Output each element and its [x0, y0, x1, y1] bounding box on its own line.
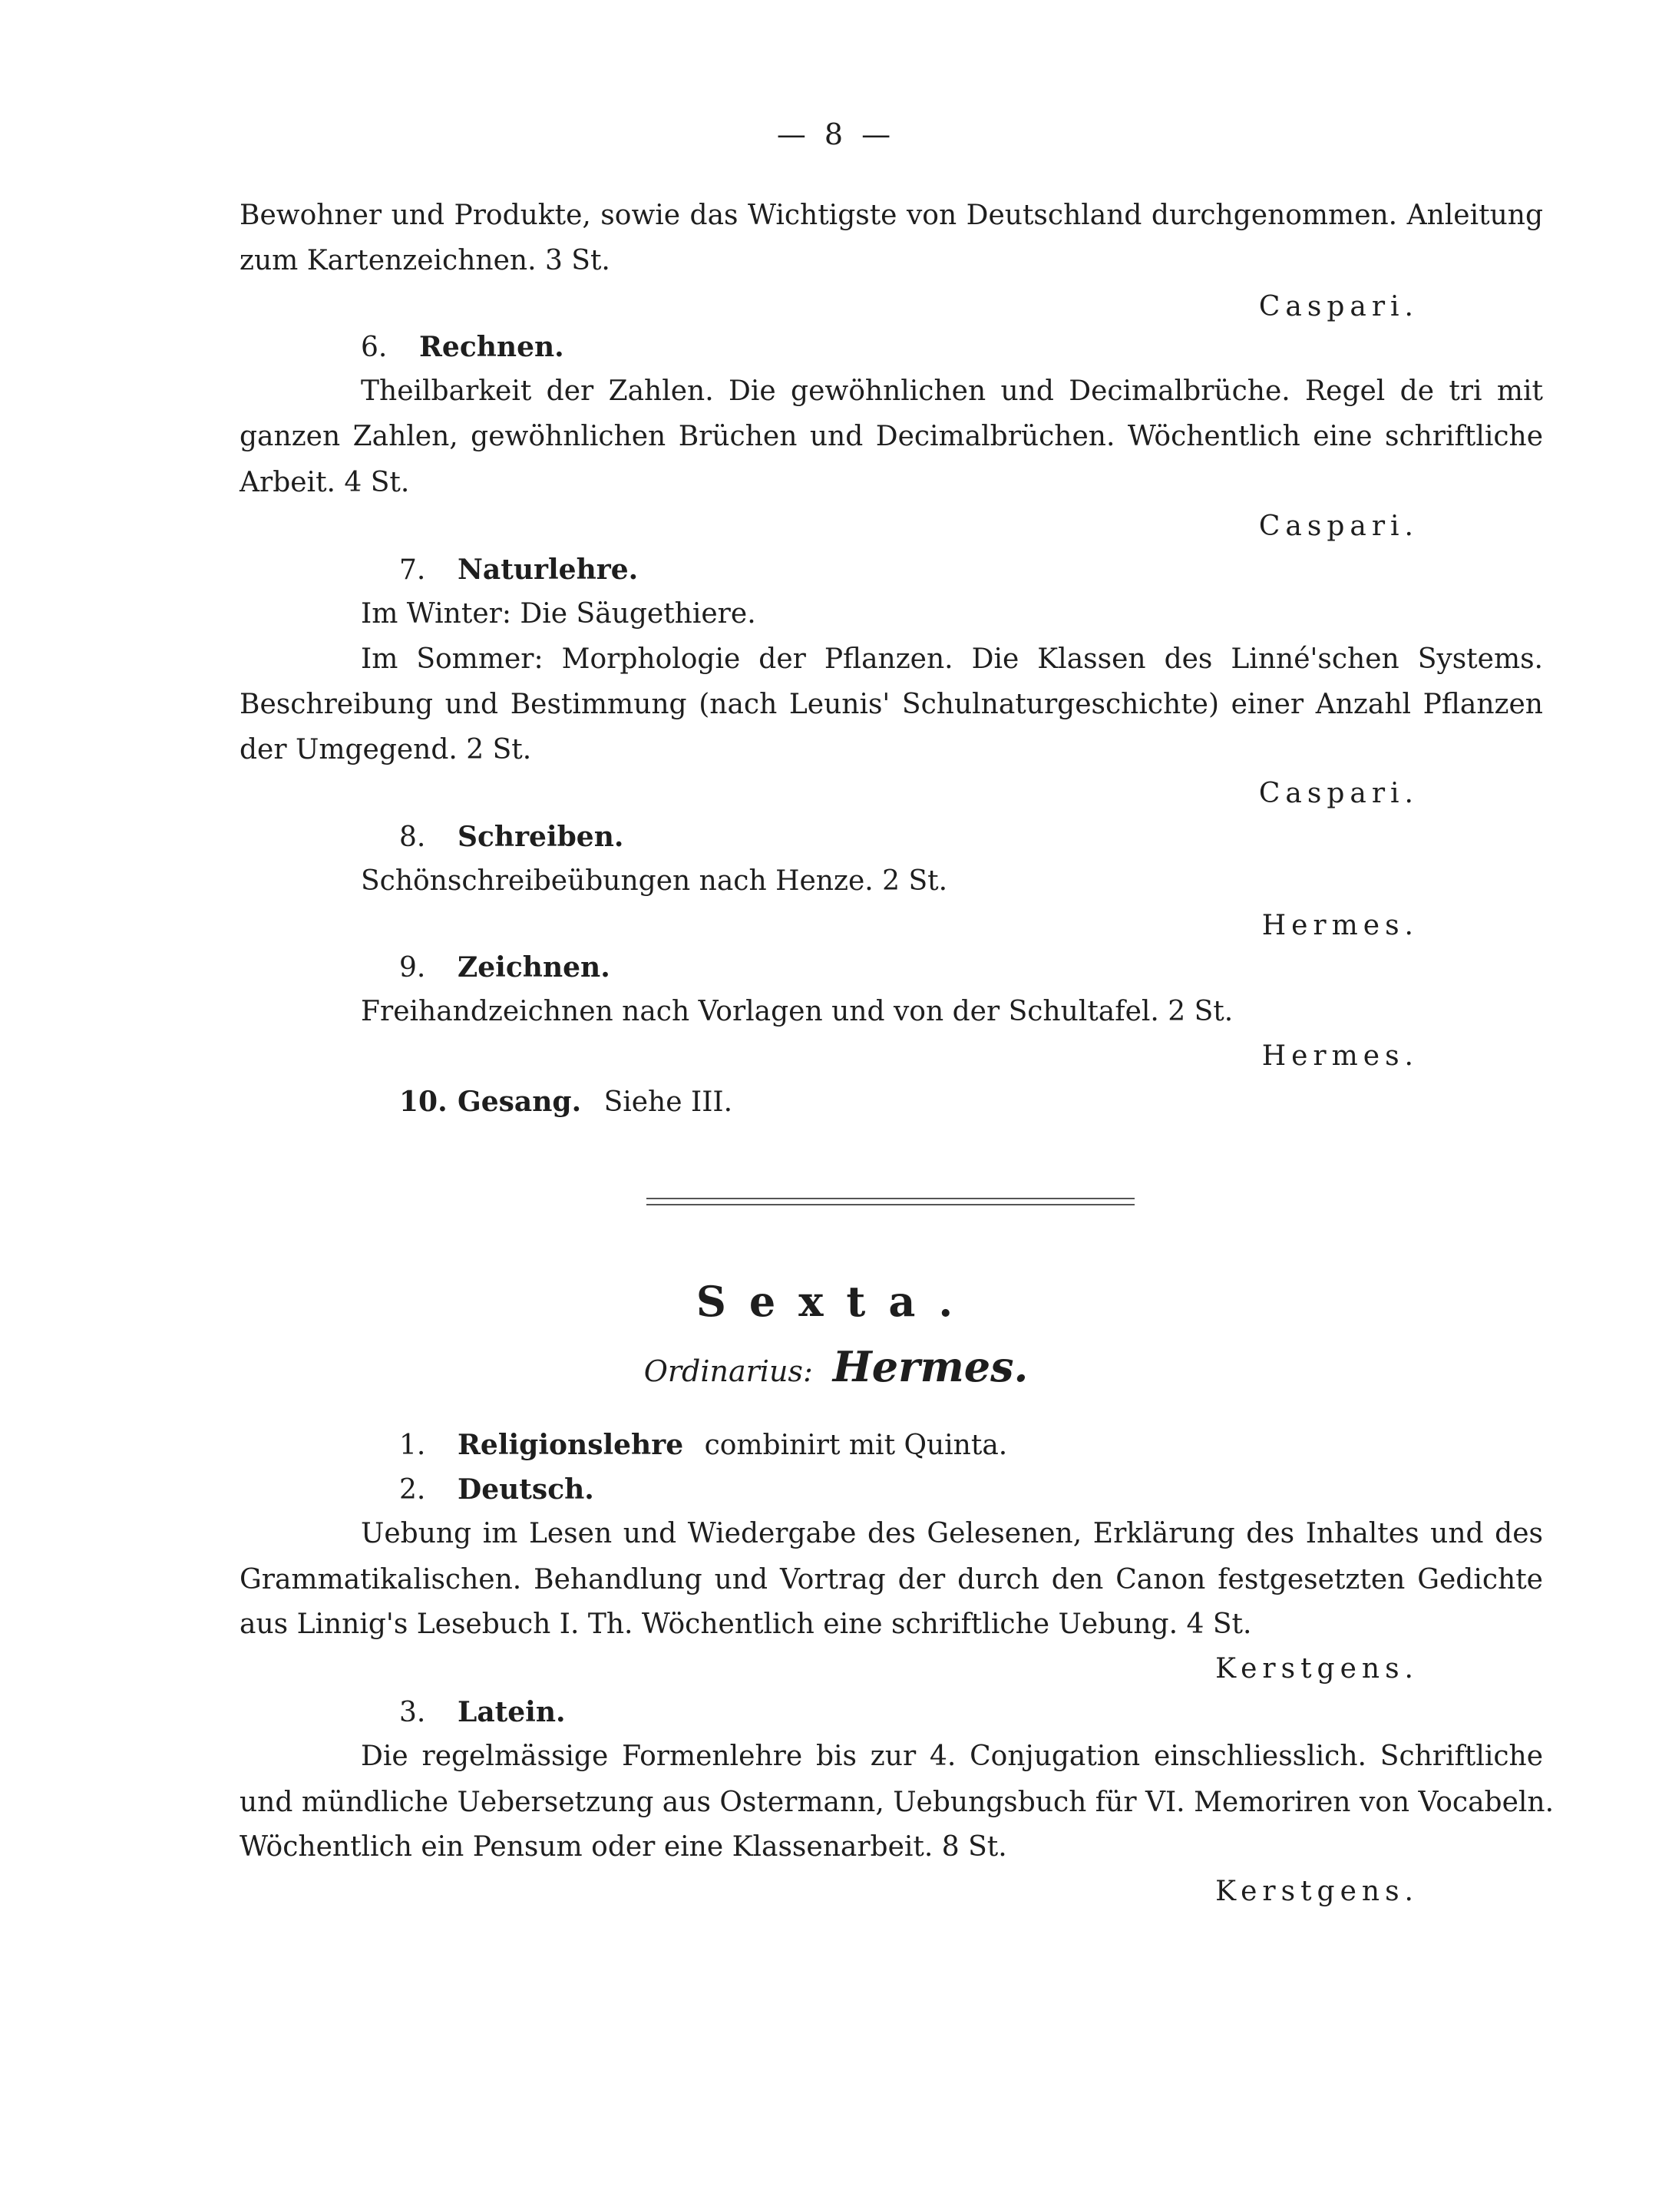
ordinarius-line	[0, 1342, 1672, 1393]
signature: Hermes.	[1261, 910, 1419, 941]
body-line: Freihandzeichnen nach Vorlagen und von der Schultafel. 2 St.	[361, 996, 1234, 1027]
section-number: 2.	[399, 1474, 426, 1506]
signature: Kerstgens.	[1215, 1876, 1419, 1907]
section-rest: Siehe III.	[603, 1086, 733, 1118]
body-line: ganzen Zahlen, gewöhnlichen Brüchen und Decimalbrüchen. Wöchentlich eine schriftliche	[240, 421, 1543, 452]
section-number: 7.	[399, 554, 426, 586]
body-line: Grammatikalischen. Behandlung und Vortrag der durch den Canon festgesetzten Gedichte	[240, 1564, 1543, 1595]
section-rest: combinirt mit Quinta.	[704, 1430, 1008, 1461]
signature: Hermes.	[1261, 1040, 1419, 1072]
page-number: — 8 —	[776, 117, 896, 151]
body-line: Schönschreibeübungen nach Henze. 2 St.	[361, 865, 948, 897]
body-line: Beschreibung und Bestimmung (nach Leunis' Schulnaturgeschichte) einer Anzahl Pflanzen	[240, 689, 1543, 720]
section-heading-zeichnen	[399, 951, 610, 985]
ordinarius-label: Ordinarius:	[643, 1354, 813, 1388]
section-number: 1.	[399, 1430, 426, 1461]
signature: Caspari.	[1258, 511, 1419, 542]
section-heading-deutsch	[399, 1473, 594, 1507]
section-title: Schreiben.	[458, 821, 624, 853]
body-line: Uebung im Lesen und Wiedergabe des Gelesenen, Erklärung des Inhaltes und des	[361, 1518, 1543, 1549]
section-number: 8.	[399, 822, 426, 853]
body-line: Bewohner und Produkte, sowie das Wichtigste von Deutschland durchgenommen. Anleitung	[240, 200, 1543, 231]
section-title: Latein.	[458, 1696, 566, 1728]
body-line: Im Winter: Die Säugethiere.	[361, 598, 756, 630]
section-heading-naturlehre	[399, 553, 638, 587]
section-title: Naturlehre.	[458, 554, 639, 586]
sexta-title: Sexta.	[696, 1277, 976, 1326]
section-title: Religionslehre	[458, 1429, 684, 1461]
section-heading-gesang	[399, 1085, 732, 1119]
section-number: 10.	[399, 1086, 448, 1118]
body-line: zum Kartenzeichnen. 3 St.	[240, 245, 610, 276]
body-line: und mündliche Uebersetzung aus Ostermann, Uebungsbuch für VI. Memoriren von Vocabeln.	[240, 1787, 1555, 1818]
section-heading-schreiben	[399, 820, 623, 855]
section-title: Deutsch.	[458, 1473, 594, 1506]
separator-rule-bottom	[646, 1204, 1135, 1205]
body-line: Arbeit. 4 St.	[240, 467, 410, 498]
section-number: 3.	[399, 1697, 426, 1728]
signature: Caspari.	[1258, 291, 1419, 322]
body-line: Wöchentlich ein Pensum oder eine Klassenarbeit. 8 St.	[240, 1831, 1007, 1863]
body-line: Im Sommer: Morphologie der Pflanzen. Die Klassen des Linné'schen Systems.	[361, 643, 1543, 675]
section-title: Gesang.	[458, 1086, 582, 1118]
ordinarius-name: Hermes.	[832, 1342, 1029, 1391]
signature: Caspari.	[1258, 778, 1419, 809]
section-title: Zeichnen.	[458, 951, 610, 984]
body-line: Theilbarkeit der Zahlen. Die gewöhnlichen und Decimalbrüche. Regel de tri mit	[361, 375, 1543, 407]
body-line: der Umgegend. 2 St.	[240, 734, 532, 765]
body-line: Die regelmässige Formenlehre bis zur 4. Conjugation einschliesslich. Schriftliche	[361, 1741, 1543, 1772]
section-title: Rechnen.	[419, 331, 564, 363]
section-number: 6.	[361, 332, 388, 363]
signature: Kerstgens.	[1215, 1653, 1419, 1685]
body-line: aus Linnig's Lesebuch I. Th. Wöchentlich eine schriftliche Uebung. 4 St.	[240, 1609, 1252, 1640]
separator-rule-top	[646, 1198, 1135, 1199]
section-number: 9.	[399, 952, 426, 984]
section-heading-religionslehre	[399, 1428, 1007, 1463]
section-heading-latein	[399, 1695, 566, 1730]
section-heading-rechnen	[361, 330, 564, 365]
